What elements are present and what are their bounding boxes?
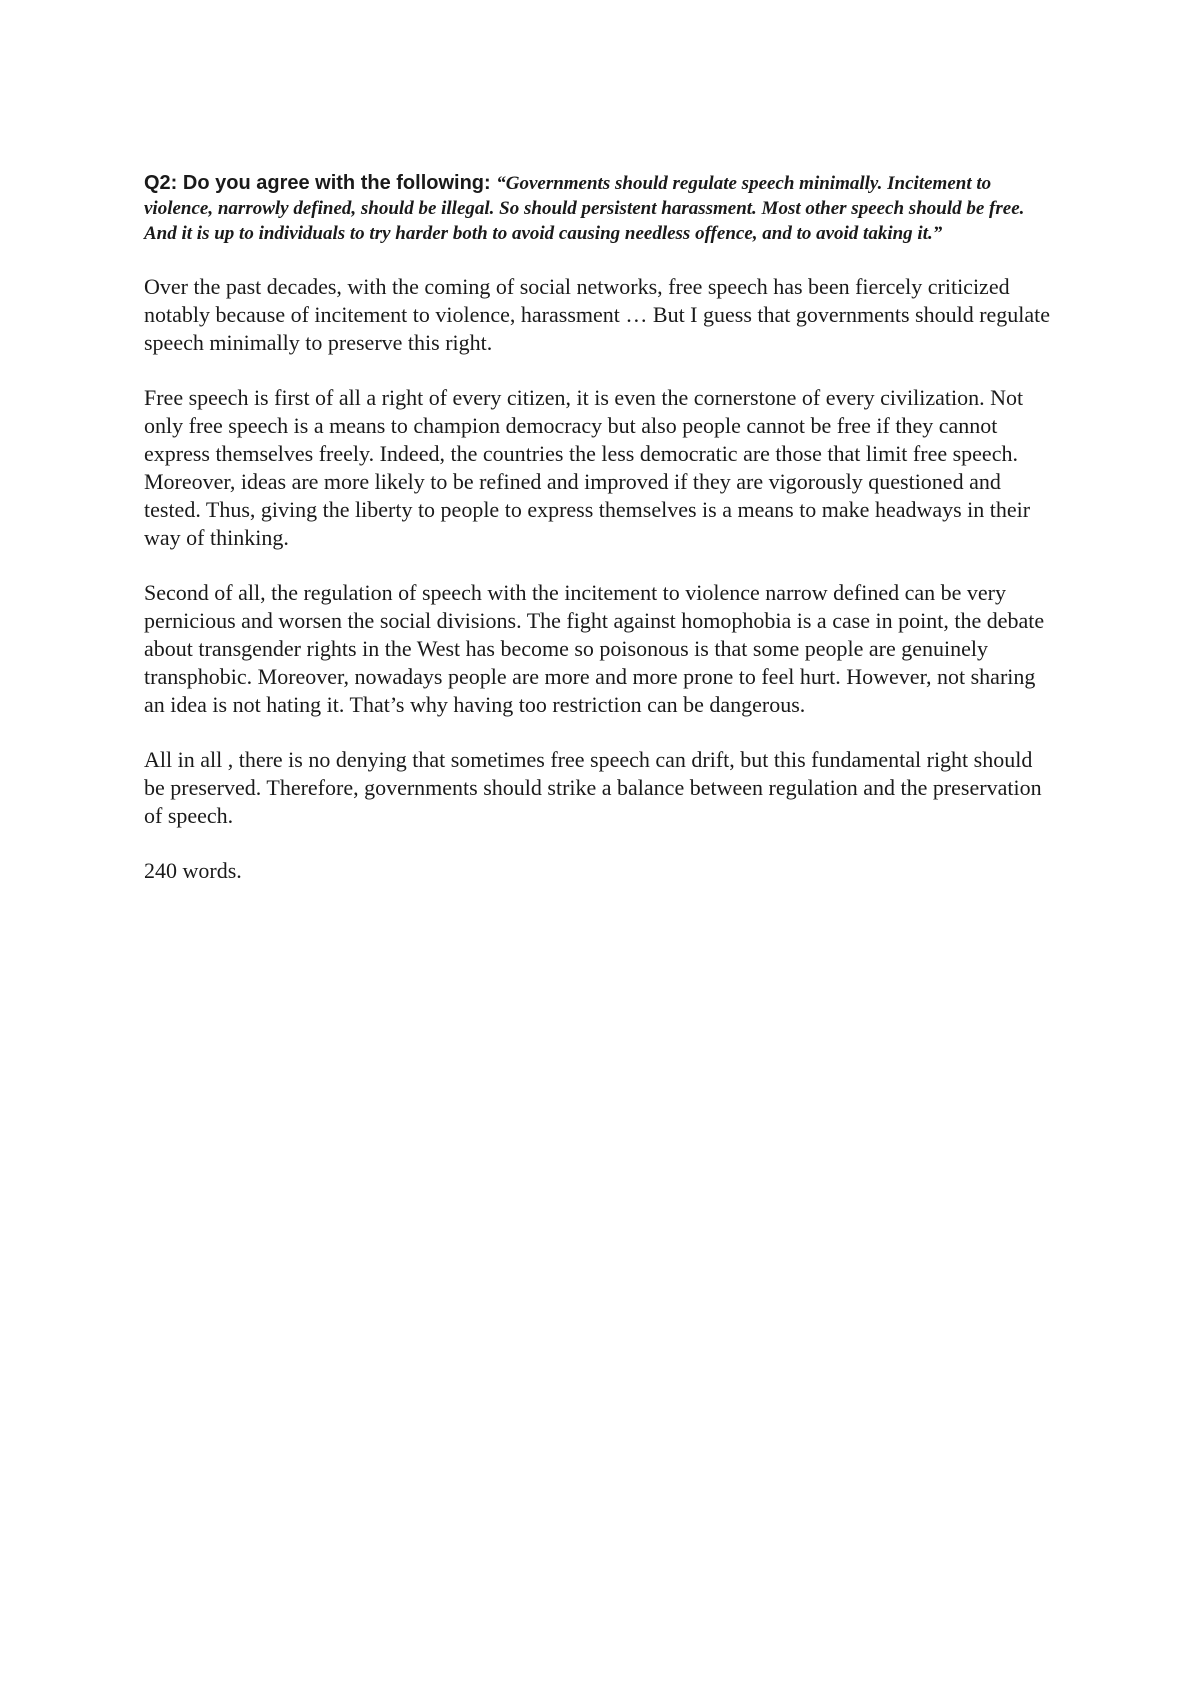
paragraph-first-argument: Free speech is first of all a right of every citizen, it is even the cornerstone of every civilization. Not only free speech is a means to champion democracy but also people cannot be free if they cannot express themselves freely. Indeed, the countries the less democratic are those that limit free speech. Moreover, ideas are more likely to be refined and improved if they are vigorously questioned and tested. Thus, giving the liberty to people to express themselves is a means to make headways in their way of thinking. — [144, 385, 1031, 550]
paragraph-introduction: Over the past decades, with the coming of social networks, free speech has been fiercely criticized notably because of incitement to violence, harassment … But I guess that governments should regulate speech minimally to preserve this right. — [144, 274, 1051, 355]
question-quote: “Governments should regulate speech minimally. Incitement to violence, narrowly defined, should be illegal. So should persistent harassment. Most other speech should be free. And it is up to individuals to try harder both to avoid causing needless offence, and to avoid taking it.” — [144, 173, 1025, 244]
paragraph-second-argument: Second of all, the regulation of speech with the incitement to violence narrow defined can be very pernicious and worsen the social divisions. The fight against homophobia is a case in point, the debate about transgender rights in the West has become so poisonous is that some people are genuinely transphobic. Moreover, nowadays people are more and more prone to feel hurt. However, not sharing an idea is not hating it. That’s why having too restriction can be dangerous. — [144, 580, 1045, 717]
paragraph-conclusion: All in all , there is no denying that sometimes free speech can drift, but this fundamental right should be preserved. Therefore, governments should strike a balance between regulation and the preservation of speech. — [144, 747, 1042, 828]
question-heading — [144, 171, 1056, 246]
word-count: 240 words. — [144, 858, 242, 883]
document-body — [144, 171, 1056, 912]
question-prefix: Q2: Do you agree with the following: — [144, 172, 497, 194]
